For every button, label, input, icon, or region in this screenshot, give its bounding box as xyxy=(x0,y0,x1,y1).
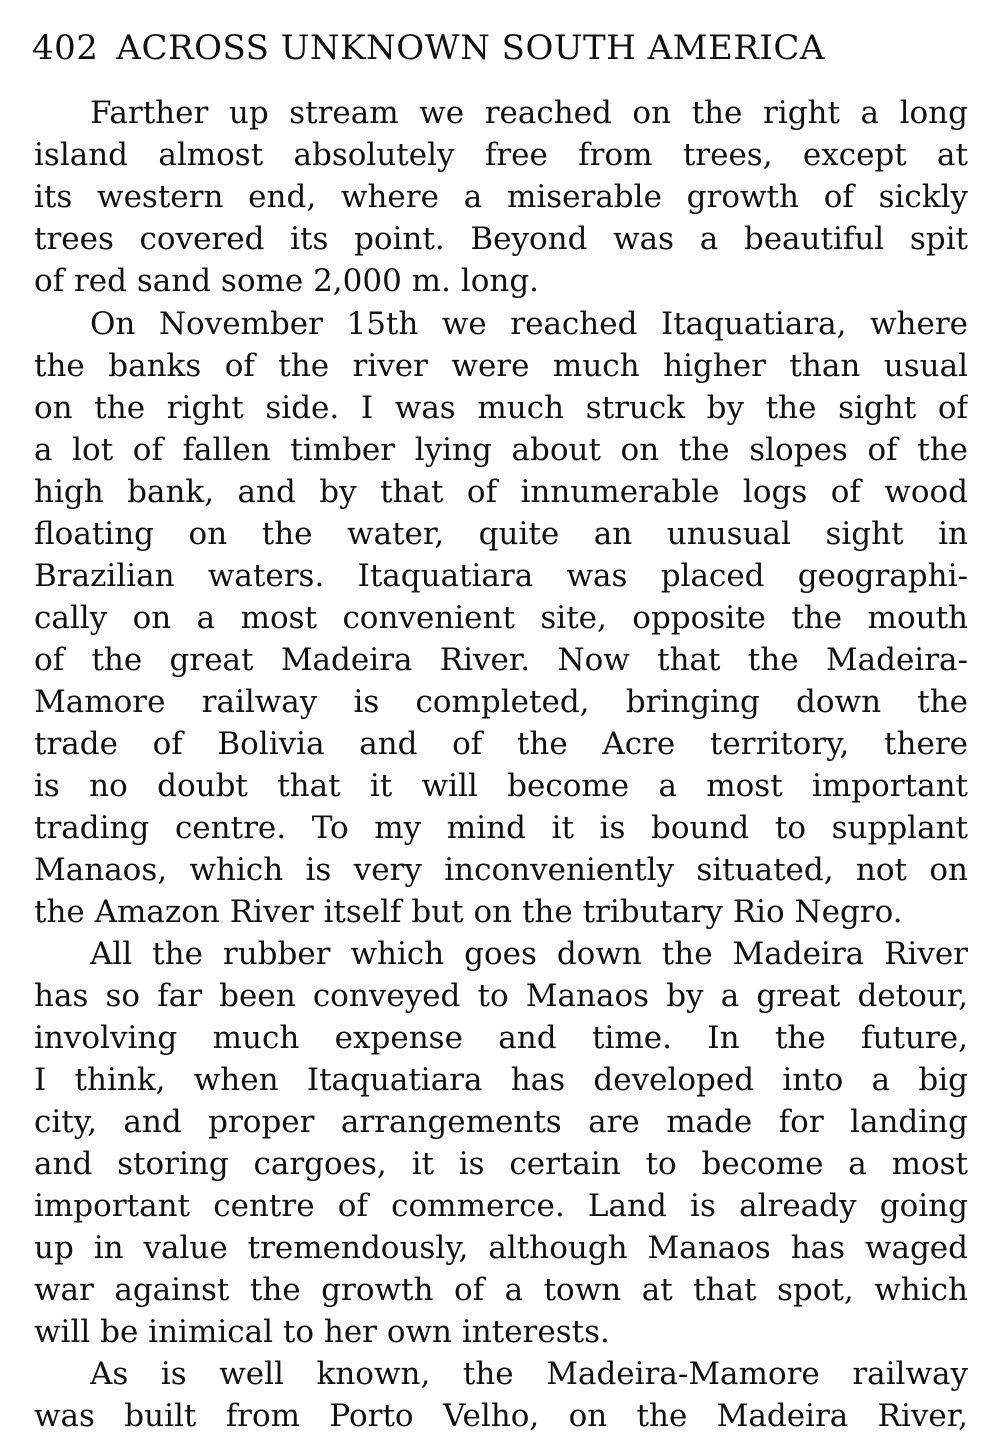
text-line: trees covered its point. Beyond was a beautiful spit xyxy=(34,221,968,257)
text-line: Farther up stream we reached on the right a long xyxy=(90,95,968,131)
text-line: war against the growth of a town at that spot, which xyxy=(34,1272,968,1308)
text-line: and storing cargoes, it is certain to become a most xyxy=(34,1146,968,1182)
text-line: of red sand some 2,000 m. long. xyxy=(34,263,540,299)
running-header xyxy=(32,26,825,70)
text-line: was built from Porto Velho, on the Madeira River, xyxy=(34,1398,968,1434)
text-line: up in value tremendously, although Manaos has waged xyxy=(34,1230,968,1266)
text-line: on the right side. I was much struck by the sight of xyxy=(34,390,968,426)
text-line: city, and proper arrangements are made for landing xyxy=(34,1104,968,1140)
text-line: involving much expense and time. In the future, xyxy=(34,1020,968,1056)
text-line: a lot of fallen timber lying about on the slopes of the xyxy=(34,432,968,468)
text-line: has so far been conveyed to Manaos by a great detour, xyxy=(34,978,968,1014)
text-line: Brazilian waters. Itaquatiara was placed geographi- xyxy=(34,558,968,594)
text-line: Manaos, which is very inconveniently situated, not on xyxy=(34,852,968,888)
running-title: ACROSS UNKNOWN SOUTH AMERICA xyxy=(116,28,825,68)
text-line: of the great Madeira River. Now that the Madeira- xyxy=(34,642,968,678)
text-line: floating on the water, quite an unusual sight in xyxy=(34,516,968,552)
text-line: I think, when Itaquatiara has developed into a big xyxy=(34,1062,968,1098)
text-line: As is well known, the Madeira-Mamore railway xyxy=(90,1356,968,1392)
text-line: high bank, and by that of innumerable logs of wood xyxy=(34,474,968,510)
text-line: cally on a most convenient site, opposite the mouth xyxy=(34,600,968,636)
text-line: its western end, where a miserable growth of sickly xyxy=(34,179,968,215)
text-line: trade of Bolivia and of the Acre territory, there xyxy=(34,726,968,762)
text-line: the banks of the river were much higher than usual xyxy=(34,348,968,384)
text-line: All the rubber which goes down the Madeira River xyxy=(90,936,968,972)
text-line: the Amazon River itself but on the tributary Rio Negro. xyxy=(34,894,903,930)
text-line: important centre of commerce. Land is already going xyxy=(34,1188,968,1224)
text-line: trading centre. To my mind it is bound to supplant xyxy=(34,810,968,846)
text-line: Mamore railway is completed, bringing down the xyxy=(34,684,968,720)
text-line: On November 15th we reached Itaquatiara, where xyxy=(90,306,968,342)
text-line: will be inimical to her own interests. xyxy=(34,1314,610,1350)
text-line: island almost absolutely free from trees, except at xyxy=(34,137,968,173)
text-line: is no doubt that it will become a most important xyxy=(34,768,968,804)
page-number: 402 xyxy=(32,28,99,68)
